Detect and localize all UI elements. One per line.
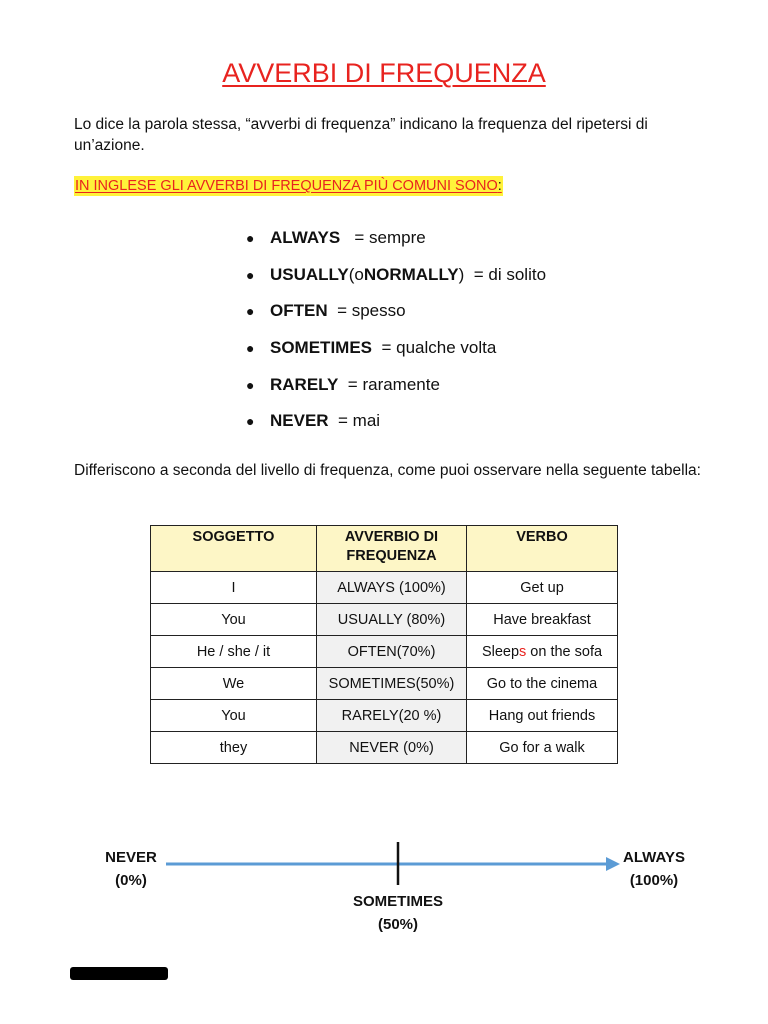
bullet-icon: ●	[246, 413, 255, 430]
cell-subject: You	[151, 604, 317, 636]
frequency-table	[150, 525, 618, 764]
table-row	[151, 732, 618, 764]
verb-part: on the sofa	[526, 643, 603, 660]
cell-adverb: SOMETIMES(50%)	[317, 668, 467, 700]
table-row	[151, 636, 618, 668]
highlighted-heading	[74, 176, 503, 196]
redaction-bar	[70, 967, 168, 980]
bullet-icon: ●	[246, 303, 255, 320]
cell-adverb: NEVER (0%)	[317, 732, 467, 764]
adverb-english: USUALLY	[270, 264, 349, 284]
adverb-english: SOMETIMES	[270, 338, 373, 358]
page-title: AVVERBI DI FREQUENZA	[222, 58, 546, 88]
adverb-extra-close: )	[458, 264, 465, 284]
adverb-italian: = sempre	[354, 228, 426, 248]
table-row	[151, 700, 618, 732]
adverb-item	[246, 257, 546, 294]
cell-adverb: ALWAYS (100%)	[317, 572, 467, 604]
adverb-extra-bold: NORMALLY	[363, 264, 459, 284]
scale-label-always	[612, 846, 696, 892]
adverb-italian: = raramente	[347, 374, 440, 394]
table-row	[151, 604, 618, 636]
scale-label-never	[96, 846, 166, 892]
header-adverb: AVVERBIO DI FREQUENZA	[317, 526, 467, 572]
bullet-icon: ●	[246, 376, 255, 393]
highlighted-heading-colon: :	[497, 178, 502, 194]
adverb-list	[246, 220, 546, 440]
adverb-english: NEVER	[270, 411, 329, 431]
cell-verb: Hang out friends	[467, 700, 618, 732]
scale-percent: (0%)	[115, 872, 147, 889]
adverb-italian: = qualche volta	[381, 338, 497, 358]
cell-subject: I	[151, 572, 317, 604]
bullet-icon: ●	[246, 230, 255, 247]
table-row	[151, 572, 618, 604]
adverb-item	[246, 366, 546, 403]
adverb-english: ALWAYS	[270, 228, 341, 248]
verb-red-suffix: s	[519, 643, 527, 660]
header-verb: VERBO	[467, 526, 618, 572]
cell-verb: Get up	[467, 572, 618, 604]
scale-label-sometimes	[338, 890, 458, 936]
adverb-english: RARELY	[270, 374, 339, 394]
cell-subject: He / she / it	[151, 636, 317, 668]
cell-adverb: RARELY(20 %)	[317, 700, 467, 732]
cell-adverb: OFTEN(70%)	[317, 636, 467, 668]
bullet-icon: ●	[246, 266, 255, 283]
adverb-english: OFTEN	[270, 301, 328, 321]
adverb-italian: = di solito	[473, 264, 547, 284]
table-intro-paragraph: Differiscono a seconda del livello di frequenza, come puoi osservare nella seguente tabella:	[74, 462, 701, 479]
scale-percent: (50%)	[377, 916, 418, 933]
adverb-item	[246, 220, 546, 257]
adverb-item	[246, 403, 546, 440]
highlighted-heading-text: IN INGLESE GLI AVVERBI DI FREQUENZA PIÙ COMUNI SONO	[75, 178, 498, 194]
table-row	[151, 668, 618, 700]
cell-subject: they	[151, 732, 317, 764]
bullet-icon: ●	[246, 340, 255, 357]
scale-word: ALWAYS	[623, 849, 685, 866]
cell-verb: Go to the cinema	[467, 668, 618, 700]
cell-verb: Go for a walk	[467, 732, 618, 764]
cell-verb: Have breakfast	[467, 604, 618, 636]
adverb-item	[246, 330, 546, 367]
scale-word: NEVER	[105, 849, 157, 866]
scale-percent: (100%)	[629, 872, 679, 889]
adverb-italian: = mai	[338, 411, 381, 431]
cell-subject: You	[151, 700, 317, 732]
table-header-row	[151, 526, 618, 572]
verb-part: Sleep	[481, 643, 520, 660]
cell-verb	[467, 636, 618, 668]
cell-adverb: USUALLY (80%)	[317, 604, 467, 636]
cell-subject: We	[151, 668, 317, 700]
adverb-extra-open: (o	[348, 264, 364, 284]
scale-word: SOMETIMES	[352, 893, 443, 910]
adverb-item	[246, 293, 546, 330]
header-subject: SOGGETTO	[151, 526, 317, 572]
adverb-italian: = spesso	[337, 301, 406, 321]
intro-paragraph: Lo dice la parola stessa, “avverbi di frequenza” indicano la frequenza del ripetersi di un’azione.	[74, 116, 648, 154]
